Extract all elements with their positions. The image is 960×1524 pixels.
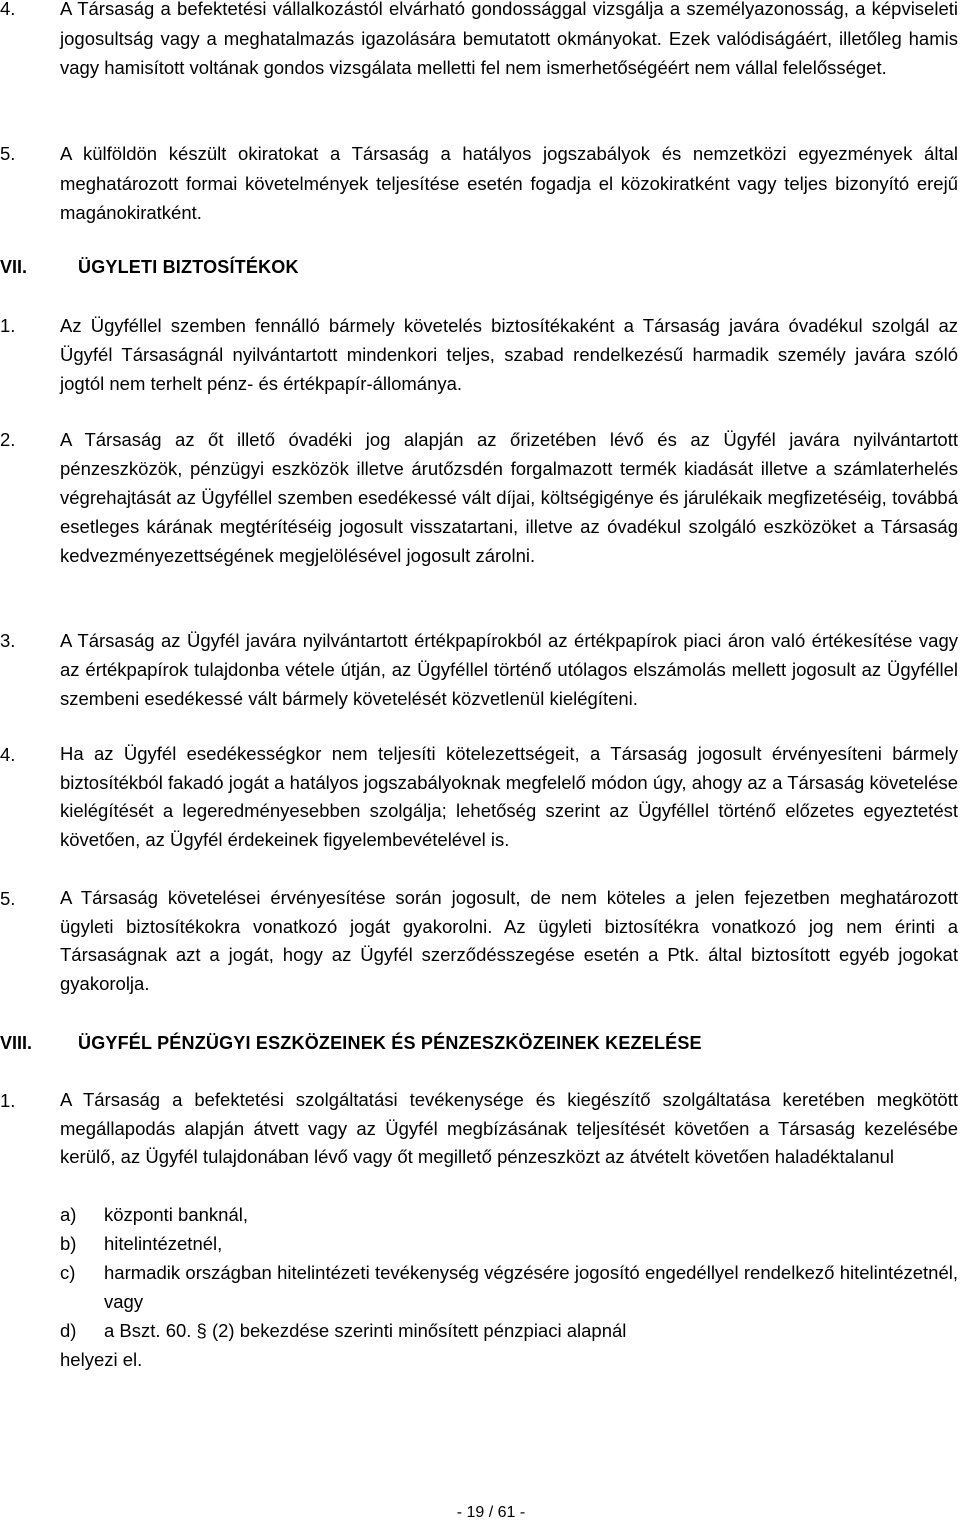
list-item-text: harmadik országban hitelintézeti tevékenység végzésére jogosító engedéllyel rendelkező hitelintézetnél, vagy [104,1262,958,1312]
paragraph-number: 4. [0,0,16,19]
paragraph-number: 1. [0,315,16,336]
paragraph-number: 1. [0,1090,16,1111]
paragraph-text: Ha az Ügyfél esedékességkor nem teljesíti kötelezettségeit, a Társaság jogosult érvényesíteni bármely biztosítékból fakadó jogát a hatályos jogszabályoknak megfelelő módon úgy, ahogy az a Társaság követelése kielégítését a legeredményesebben szolgálja; lehetőség szerint az Ügyféllel történő előzetes egyeztetést követően, az Ügyfél érdekeinek figyelembevételével is. [60,743,958,851]
paragraph-text: A Társaság a befektetési vállalkozástól elvárható gondossággal vizsgálja a személyazonosság, a képviseleti jogosultság vagy a meghatalmazás igazolására bemutatott okmányokat. Ezek valódiságáért, illetőleg hamis vagy hamisított voltának gondos vizsgálata melletti fel nem ismerhetőségéért nem vállal felelősséget. [60,0,958,79]
section-number: VIII. [0,1033,33,1053]
section-title: ÜGYLETI BIZTOSÍTÉKOK [78,257,299,277]
paragraph-text: A Társaság az Ügyfél javára nyilvántartott értékpapírokból az értékpapírok piaci áron való értékesítése vagy az értékpapírok tulajdonba vétele útján, az Ügyféllel történő utólagos elszámolás mellett jogosult az Ügyféllel szembeni esedékessé vált bármely követelését közvetlenül kielégíteni. [60,630,958,709]
list-item-label: a) [60,1204,77,1225]
paragraph-text: A külföldön készült okiratokat a Társaság a hatályos jogszabályok és nemzetközi egyezmények által meghatározott formai követelmények teljesítése esetén fogadja el közokiratként vagy teljes bizonyító erejű magánokiratként. [60,143,958,224]
paragraph-text: A Társaság az őt illető óvadéki jog alapján az őrizetében lévő és az Ügyfél javára nyilvántartott pénzeszközök, pénzügyi eszközök illetve árutőzsdén forgalmazott termék kiadását illetve a számlaterhelés végrehajtását az Ügyféllel szemben esedékessé vált díjai, költségigénye és járulékaik megfizetéséig, továbbá esetleges kárának megtérítéséig jogosult visszatartani, illetve az óvadékul szolgáló eszközöket a Társaság kedvezményezettségének megjelölésével jogosult zárolni. [60,429,958,566]
paragraph-number: 5. [0,888,16,909]
list-item-text: a Bszt. 60. § (2) bekezdése szerinti minősített pénzpiaci alapnál [104,1320,627,1341]
paragraph-number: 3. [0,630,16,651]
paragraph-number: 5. [0,143,16,164]
section-number: VII. [0,257,28,277]
list-item-label: c) [60,1262,76,1283]
page-number: - 19 / 61 - [456,1504,526,1521]
list-item-label: d) [60,1320,77,1341]
paragraph-number: 4. [0,744,16,765]
list-item-label: b) [60,1233,77,1254]
paragraph-text: A Társaság a befektetési szolgáltatási tevékenysége és kiegészítő szolgáltatása keretében megkötött megállapodás alapján átvett vagy az Ügyfél megbízásának teljesítését követően a Társaság kezelésébe kerülő, az Ügyfél tulajdonában lévő vagy őt megillető pénzeszközt az átvételt követően haladéktalanul [60,1089,958,1168]
section-title: ÜGYFÉL PÉNZÜGYI ESZKÖZEINEK ÉS PÉNZESZKÖZEINEK KEZELÉSE [78,1033,702,1053]
paragraph-tail: helyezi el. [60,1349,143,1370]
paragraph-number: 2. [0,429,16,450]
list-item-text: központi banknál, [104,1204,248,1225]
paragraph-text: A Társaság követelései érvényesítése során jogosult, de nem köteles a jelen fejezetben meghatározott ügyleti biztosítékokra vonatkozó jogát gyakorolni. Az ügyleti biztosítékra vonatkozó jog nem érinti a Társaságnak azt a jogát, hogy az Ügyfél szerződésszegése esetén a Ptk. által biztosított egyéb jogokat gyakorolja. [60,887,958,995]
list-item-text: hitelintézetnél, [104,1233,223,1254]
paragraph-text: Az Ügyféllel szemben fennálló bármely követelés biztosítékaként a Társaság javára óvadékul szolgál az Ügyfél Társaságnál nyilvántartott mindenkori teljes, szabad rendelkezésű harmadik személy javára szóló jogtól nem terhelt pénz- és értékpapír-állománya. [60,315,958,394]
